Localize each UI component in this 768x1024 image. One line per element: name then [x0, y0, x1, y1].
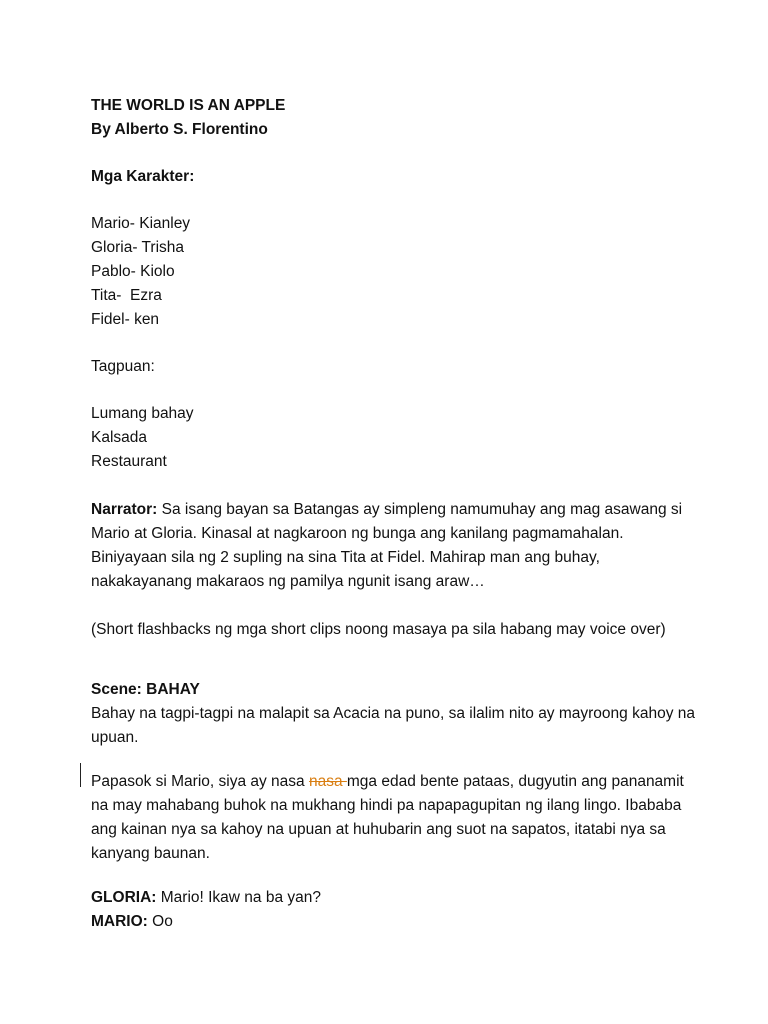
- character-item: Tita- Ezra: [91, 287, 162, 304]
- flashback-note: (Short flashbacks ng mga short clips noong masaya pa sila habang may voice over): [91, 621, 666, 638]
- document-title: THE WORLD IS AN APPLE: [91, 97, 286, 114]
- speaker-name: MARIO: [91, 913, 143, 930]
- tracked-deletion: nasa: [308, 773, 347, 790]
- character-item: Pablo- Kiolo: [91, 263, 175, 280]
- setting-item: Restaurant: [91, 453, 167, 470]
- dialogue-text: Mario! Ikaw na ba yan?: [160, 889, 322, 906]
- dialogue-line-gloria: GLORIA: Mario! Ikaw na ba yan?: [91, 889, 322, 906]
- narrator-label: Narrator: [91, 501, 153, 518]
- scene-description: Bahay na tagpi-tagpi na malapit sa Acacia na puno, sa ilalim nito ay mayroong kahoy na upuan.: [91, 705, 696, 746]
- dialogue-line-mario: MARIO: Oo: [91, 913, 173, 930]
- characters-heading: Mga Karakter:: [91, 168, 195, 185]
- narrator-text: Sa isang bayan sa Batangas ay simpleng namumuhay ang mag asawang si Mario at Gloria. Kinasal at nagkaroon ng bunga ang kanilang pagmamahalan. Biniyayaan sila ng 2 supling na sina Tita at Fidel. Mahirap man ang buhay, nakakayanang makaraos ng pamilya ngunit isang araw…: [91, 501, 683, 590]
- dialogue-text: Oo: [152, 913, 173, 930]
- action-paragraph: Papasok si Mario, siya ay nasa nasa mga edad bente pataas, dugyutin ang pananamit na may mahabang buhok na mukhang hindi pa napapagupitan ng ilang lingo. Ibababa ang kainan nya sa kahoy na upuan at huhubarin ang suot na sapatos, itatabi nya sa kanyang baunan.: [91, 773, 684, 862]
- character-item: Fidel- ken: [91, 311, 160, 328]
- setting-heading: Tagpuan:: [91, 358, 155, 375]
- scene-heading: Scene: BAHAY: [91, 681, 200, 698]
- character-item: Mario- Kianley: [91, 215, 191, 232]
- setting-item: Lumang bahay: [91, 405, 194, 422]
- speaker-name: GLORIA: [91, 889, 152, 906]
- narrator-paragraph: Narrator: Sa isang bayan sa Batangas ay simpleng namumuhay ang mag asawang si Mario at Gloria. Kinasal at nagkaroon ng bunga ang kanilang pagmamahalan. Biniyayaan sila ng 2 supling na sina Tita at Fidel. Mahirap man ang buhay, nakakayanang makaraos ng pamilya ngunit isang araw…: [91, 501, 683, 590]
- revision-bar: [80, 763, 81, 787]
- character-item: Gloria- Trisha: [91, 239, 185, 256]
- document-author: By Alberto S. Florentino: [91, 121, 268, 138]
- setting-item: Kalsada: [91, 429, 148, 446]
